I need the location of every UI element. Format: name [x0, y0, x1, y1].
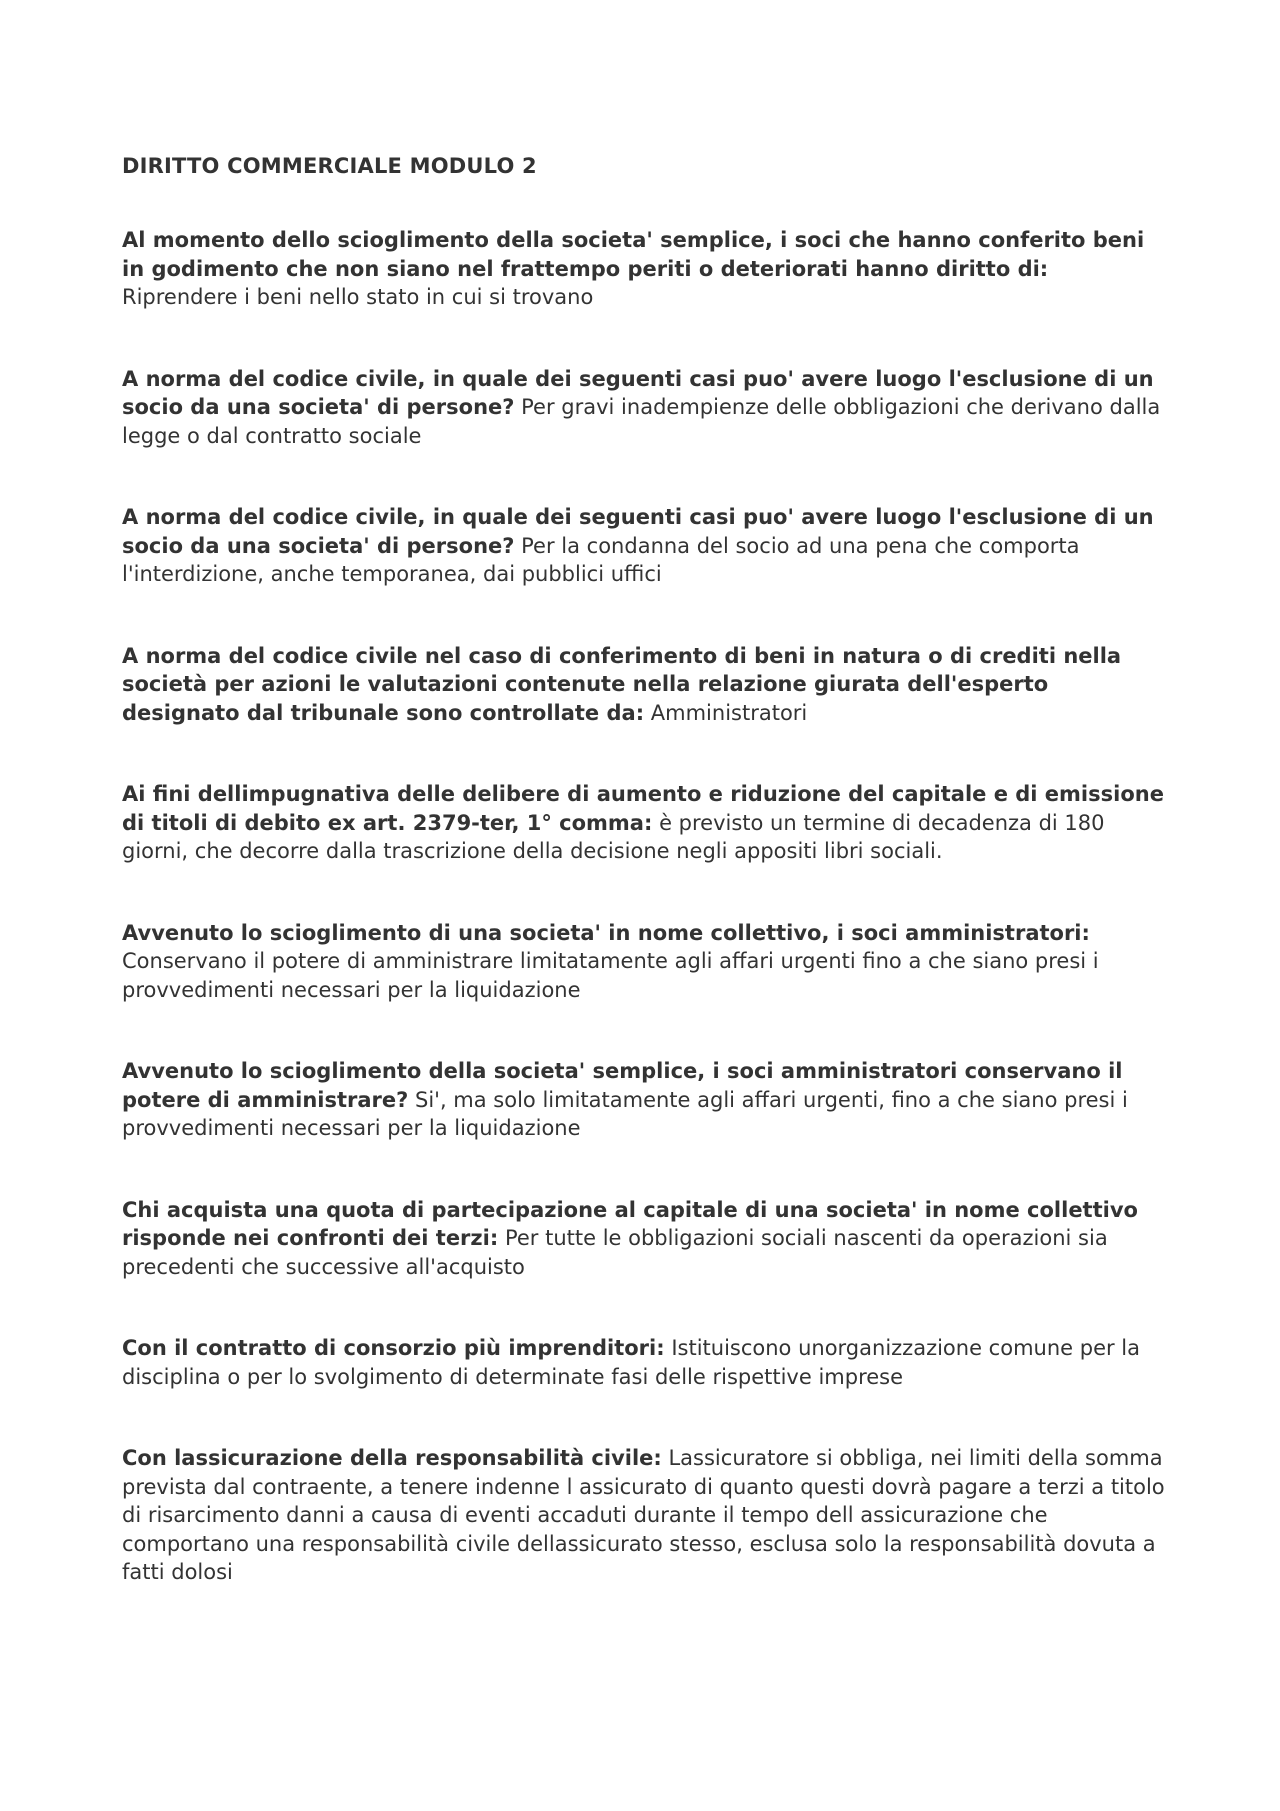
qa-item	[122, 780, 1168, 866]
qa-item	[122, 503, 1168, 589]
document-page	[122, 152, 1168, 1587]
answer-text: Lassicuratore si obbliga, nei limiti della somma prevista dal contraente, a tenere indenne l assicurato di quanto questi dovrà pagare a terzi a titolo di risarcimento danni a causa di eventi accaduti durante il tempo dell assicurazione che comportano una responsabilità civile dellassicurato stesso, esclusa solo la responsabilità dovuta a fatti dolosi	[122, 1446, 1165, 1584]
answer-text: Si', ma solo limitatamente agli affari urgenti, fino a che siano presi i provvedimenti necessari per la liquidazione	[122, 1087, 1128, 1140]
qa-item	[122, 1444, 1168, 1587]
answer-text: Per gravi inadempienze delle obbligazioni che derivano dalla legge o dal contratto sociale	[122, 395, 1161, 448]
question-text: A norma del codice civile, in quale dei seguenti casi puo' avere luogo l'esclusione di un socio da una societa' di persone?	[122, 366, 1154, 419]
qa-item	[122, 365, 1168, 451]
question-text: Chi acquista una quota di partecipazione al capitale di una societa' in nome collettivo risponde nei confronti dei terzi:	[122, 1197, 1138, 1250]
qa-item	[122, 1196, 1168, 1282]
answer-text: Istituiscono unorganizzazione comune per la disciplina o per lo svolgimento di determinate fasi delle rispettive imprese	[122, 1336, 1141, 1389]
answer-text: è previsto un termine di decadenza di 180 giorni, che decorre dalla trascrizione della decisione negli appositi libri sociali.	[122, 810, 1105, 863]
answer-text: Per la condanna del socio ad una pena che comporta l'interdizione, anche temporanea, dai pubblici uffici	[122, 533, 1080, 586]
answer-text: Amministratori	[650, 700, 808, 725]
qa-item	[122, 1334, 1168, 1391]
qa-item	[122, 919, 1168, 1005]
qa-item	[122, 642, 1168, 728]
question-text: Ai fini dellimpugnativa delle delibere di aumento e riduzione del capitale e di emissione di titoli di debito ex art. 2379-ter, 1° comma:	[122, 782, 1164, 835]
document-title: DIRITTO COMMERCIALE MODULO 2	[122, 154, 537, 178]
question-text: Con il contratto di consorzio più imprenditori:	[122, 1336, 665, 1360]
question-text: Al momento dello scioglimento della societa' semplice, i soci che hanno conferito beni in godimento che non siano nel frattempo periti o deteriorati hanno diritto di:	[122, 228, 1145, 281]
question-text: Avvenuto lo scioglimento della societa' semplice, i soci amministratori conservano il potere di amministrare?	[122, 1059, 1123, 1112]
question-text: A norma del codice civile, in quale dei seguenti casi puo' avere luogo l'esclusione di un socio da una societa' di persone?	[122, 505, 1154, 558]
answer-text: Per tutte le obbligazioni sociali nascenti da operazioni sia precedenti che successive all'acquisto	[122, 1226, 1108, 1279]
qa-item	[122, 226, 1168, 312]
question-text: Avvenuto lo scioglimento di una societa' in nome collettivo, i soci amministratori:	[122, 920, 1090, 945]
qa-item	[122, 1057, 1168, 1143]
answer-text: Riprendere i beni nello stato in cui si trovano	[122, 285, 594, 309]
question-text: Con lassicurazione della responsabilità civile:	[122, 1446, 662, 1470]
answer-text: Conservano il potere di amministrare limitatamente agli affari urgenti fino a che siano presi i provvedimenti necessari per la liquidazione	[122, 949, 1099, 1002]
question-text: A norma del codice civile nel caso di conferimento di beni in natura o di crediti nella società per azioni le valutazioni contenute nella relazione giurata dell'esperto designato dal tribunale sono controllate da:	[122, 643, 1122, 725]
